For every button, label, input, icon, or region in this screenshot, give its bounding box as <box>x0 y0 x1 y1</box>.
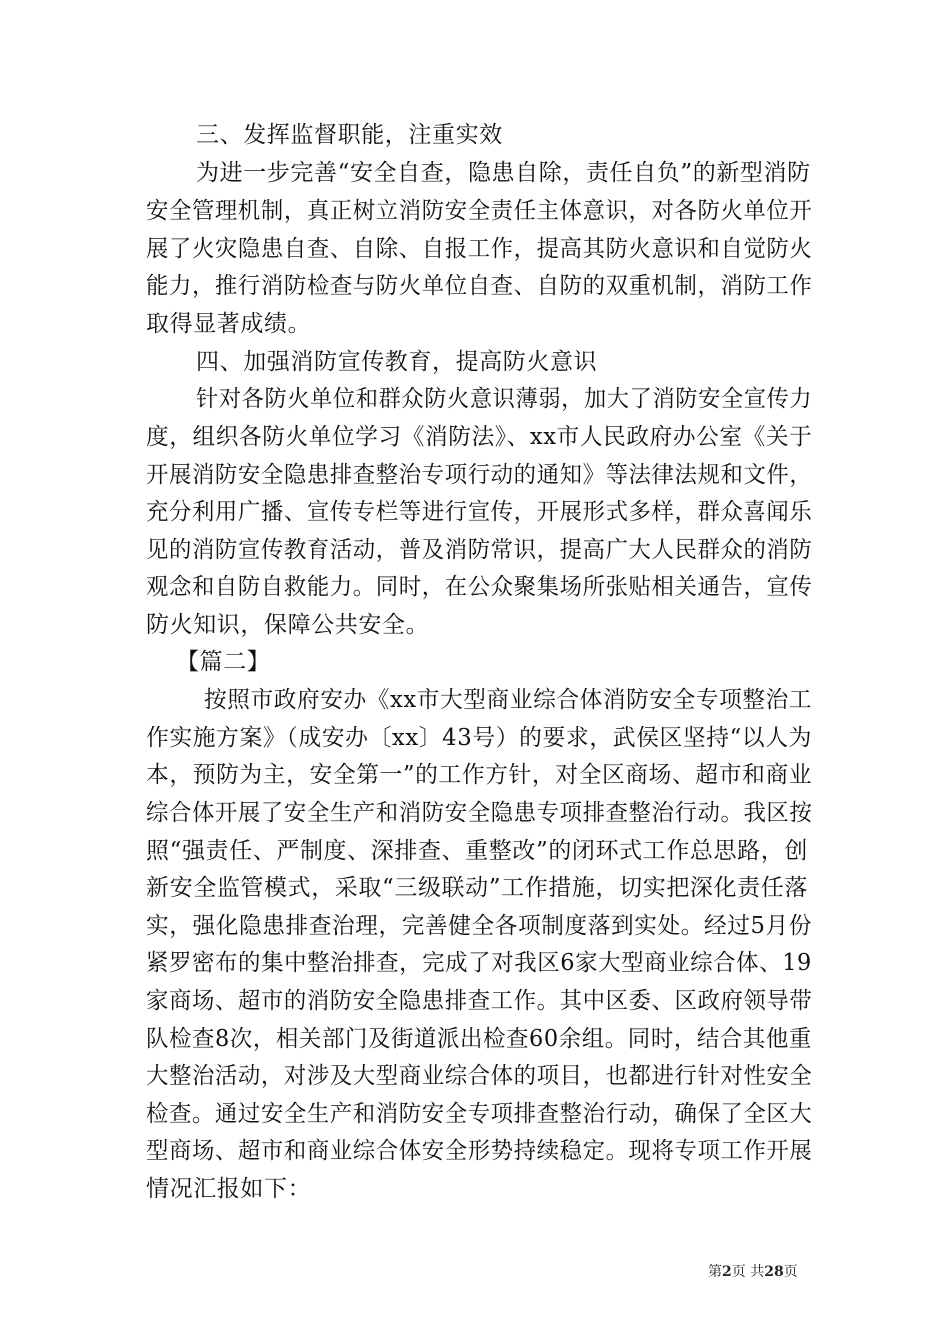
paragraph-line: 针对各防火单位和群众防火意识薄弱，加大了消防安全宣传力 <box>196 386 813 412</box>
paragraph-line: 安全管理机制，真正树立消防安全责任主体意识，对各防火单位开 <box>146 198 813 224</box>
paragraph-line: 开展消防安全隐患排查整治专项行动的通知》等法律法规和文件， <box>146 462 813 488</box>
footer-prefix: 第 <box>708 1264 722 1280</box>
page-number-footer <box>708 1263 798 1281</box>
section-heading-four: 四、加强消防宣传教育，提高防火意识 <box>196 349 598 375</box>
paragraph-line: 家商场、超市的消防安全隐患排查工作。其中区委、区政府领导带 <box>146 988 813 1014</box>
section-heading-three: 三、发挥监督职能，注重实效 <box>196 122 503 148</box>
total-page-count: 28 <box>764 1264 784 1280</box>
paragraph-line: 实，强化隐患排查治理，完善健全各项制度落到实处。经过5月份 <box>146 913 813 939</box>
paragraph-line: 检查。通过安全生产和消防安全专项排查整治行动，确保了全区大 <box>146 1101 813 1127</box>
footer-middle: 页 共 <box>731 1264 765 1280</box>
paragraph-line: 队检查8次，相关部门及街道派出检查60余组。同时，结合其他重 <box>146 1026 812 1052</box>
paragraph-line: 取得显著成绩。 <box>146 311 312 337</box>
paragraph-line: 见的消防宣传教育活动，普及消防常识，提高广大人民群众的消防 <box>146 537 813 563</box>
paragraph-line: 度，组织各防火单位学习《消防法》、xx市人民政府办公室《关于 <box>146 424 813 450</box>
paragraph-line: 按照市政府安办《xx市大型商业综合体消防安全专项整治工 <box>204 687 813 713</box>
paragraph-line: 充分利用广播、宣传专栏等进行宣传，开展形式多样，群众喜闻乐 <box>146 499 813 525</box>
current-page-number: 2 <box>722 1264 732 1280</box>
paragraph-line: 防火知识，保障公共安全。 <box>146 612 430 638</box>
paragraph-line: 作实施方案》（成安办〔xx〕43号）的要求，武侯区坚持“以人为 <box>146 725 813 751</box>
paragraph-line: 情况汇报如下： <box>146 1176 312 1202</box>
chapter-heading: 【篇二】 <box>176 649 271 675</box>
paragraph-line: 为进一步完善“安全自查，隐患自除，责任自负”的新型消防 <box>196 160 811 186</box>
paragraph-line: 型商场、超市和商业综合体安全形势持续稳定。现将专项工作开展 <box>146 1138 813 1164</box>
paragraph-line: 展了火灾隐患自查、自除、自报工作，提高其防火意识和自觉防火 <box>146 236 813 262</box>
paragraph-line: 观念和自防自救能力。同时，在公众聚集场所张贴相关通告，宣传 <box>146 574 813 600</box>
paragraph-line: 新安全监管模式，采取“三级联动”工作措施，切实把深化责任落 <box>146 875 808 901</box>
paragraph-line: 本，预防为主，安全第一”的工作方针，对全区商场、超市和商业 <box>146 762 813 788</box>
footer-suffix: 页 <box>783 1264 798 1280</box>
paragraph-line: 紧罗密布的集中整治排查，完成了对我区6家大型商业综合体、19 <box>146 950 812 976</box>
paragraph-line: 大整治活动，对涉及大型商业综合体的项目，也都进行针对性安全 <box>146 1063 813 1089</box>
paragraph-line: 能力，推行消防检查与防火单位自查、自防的双重机制，消防工作 <box>146 273 813 299</box>
paragraph-line: 综合体开展了安全生产和消防安全隐患专项排查整治行动。我区按 <box>146 800 813 826</box>
paragraph-line: 照“强责任、严制度、深排查、重整改”的闭环式工作总思路，创 <box>146 838 808 864</box>
